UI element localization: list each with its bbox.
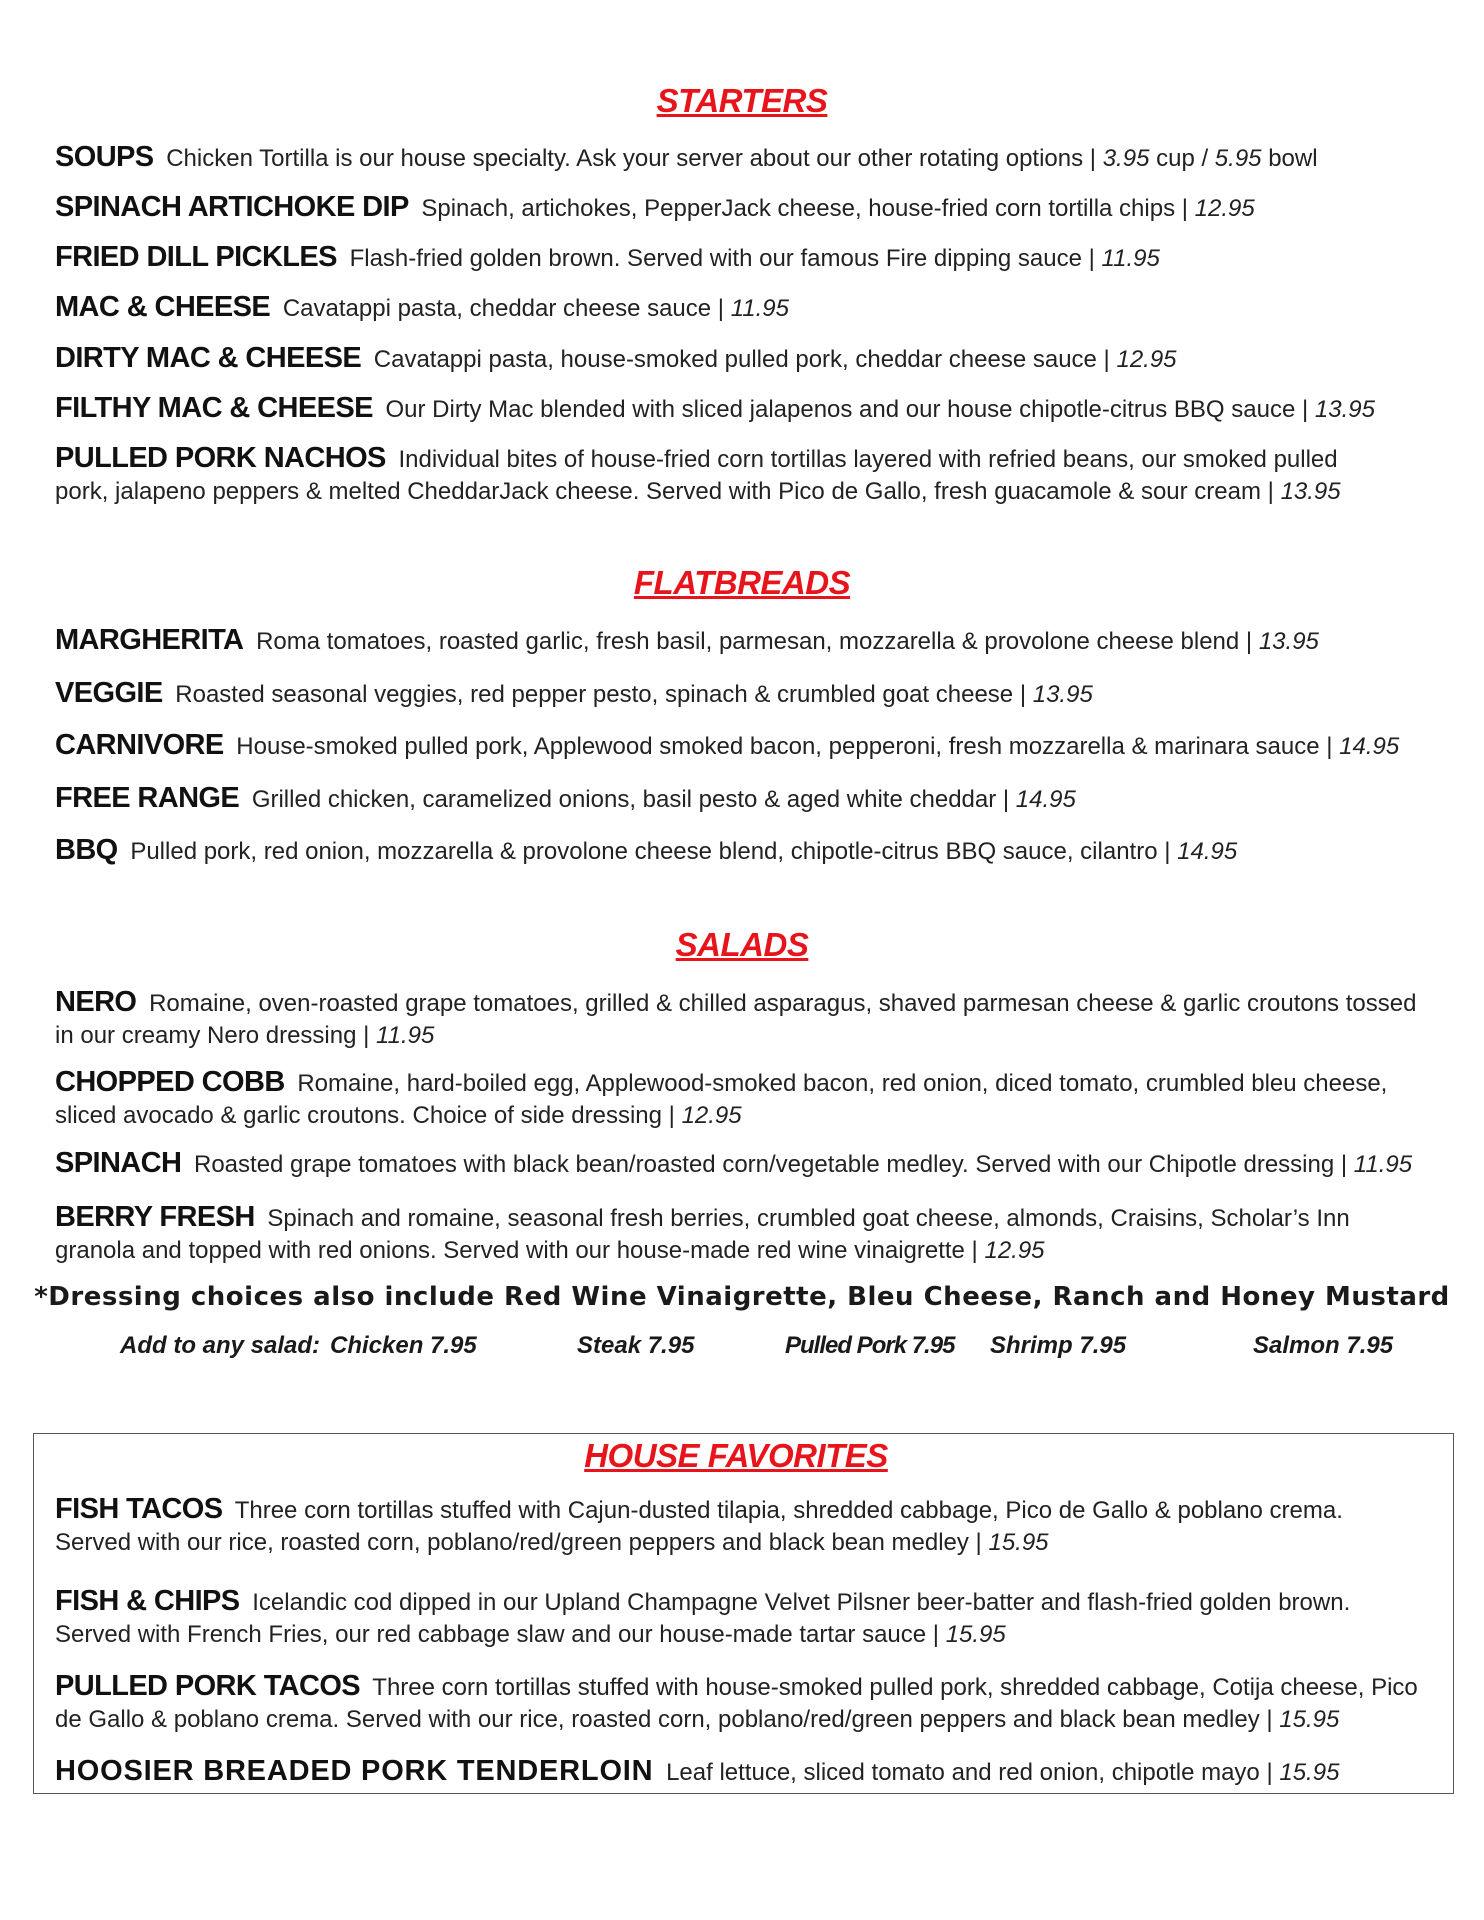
menu-item-fish-tacos bbox=[55, 1493, 1425, 1559]
salads-heading-wrap bbox=[0, 926, 1484, 964]
item-desc: Roma tomatoes, roasted garlic, fresh basil, parmesan, mozzarella & provolone cheese blend | bbox=[256, 628, 1253, 655]
menu-item-free-range bbox=[55, 782, 1445, 816]
house-favorites-heading-wrap bbox=[0, 1437, 1484, 1475]
item-desc: Romaine, oven-roasted grape tomatoes, grilled & chilled asparagus, shaved parmesan cheese & garlic croutons tossed in our creamy Nero dressing | bbox=[55, 990, 1417, 1049]
item-name: FILTHY MAC & CHEESE bbox=[55, 392, 373, 424]
item-desc: Roasted grape tomatoes with black bean/roasted corn/vegetable medley. Served with our Chipotle dressing | bbox=[194, 1151, 1348, 1178]
item-price: 15.95 bbox=[945, 1621, 1006, 1648]
item-name: FREE RANGE bbox=[55, 782, 240, 814]
item-desc: Icelandic cod dipped in our Upland Champagne Velvet Pilsner beer-batter and flash-fried golden brown. Served with French Fries, our red cabbage slaw and our house-made tartar sauce | bbox=[55, 1589, 1351, 1648]
addon-steak: Steak 7.95 bbox=[577, 1332, 695, 1359]
item-desc: Three corn tortillas stuffed with Cajun-dusted tilapia, shredded cabbage, Pico de Gallo & poblano crema. Served with our rice, roasted corn, poblano/red/green peppers and black bean medley | bbox=[55, 1497, 1343, 1556]
item-name: NERO bbox=[55, 986, 137, 1018]
item-name: CHOPPED COBB bbox=[55, 1066, 285, 1098]
menu-item-hoosier-breaded-pork-tenderloin bbox=[55, 1755, 1445, 1789]
menu-item-margherita bbox=[55, 624, 1445, 658]
item-desc: Our Dirty Mac blended with sliced jalapenos and our house chipotle-citrus BBQ sauce | bbox=[385, 396, 1309, 423]
item-price: 14.95 bbox=[1015, 786, 1076, 813]
dressing-note: *Dressing choices also include Red Wine Vinaigrette, Bleu Cheese, Ranch and Honey Mustard bbox=[34, 1282, 1450, 1312]
item-desc: Pulled pork, red onion, mozzarella & provolone cheese blend, chipotle-citrus BBQ sauce, cilantro | bbox=[130, 838, 1171, 865]
item-price: 15.95 bbox=[1279, 1759, 1340, 1786]
item-price: 11.95 bbox=[1101, 245, 1160, 272]
menu-item-dirty-mac-and-cheese bbox=[55, 342, 1445, 376]
item-name: BERRY FRESH bbox=[55, 1201, 255, 1233]
menu-item-nero bbox=[55, 986, 1425, 1052]
item-desc: Spinach and romaine, seasonal fresh berries, crumbled goat cheese, almonds, Craisins, Scholar’s Inn granola and topped with red onions. Served with our house-made red wine vinaigrette | bbox=[55, 1205, 1350, 1264]
item-name: MARGHERITA bbox=[55, 624, 244, 656]
flatbreads-heading-wrap bbox=[0, 564, 1484, 602]
item-desc: Roasted seasonal veggies, red pepper pesto, spinach & crumbled goat cheese | bbox=[175, 681, 1027, 708]
item-price-unit-2: bowl bbox=[1268, 145, 1318, 172]
addon-shrimp: Shrimp 7.95 bbox=[990, 1332, 1127, 1359]
menu-item-pulled-pork-tacos bbox=[55, 1670, 1435, 1736]
item-desc: Chicken Tortilla is our house specialty. Ask your server about our other rotating options | bbox=[166, 145, 1097, 172]
item-name: BBQ bbox=[55, 834, 118, 866]
menu-item-filthy-mac-and-cheese bbox=[55, 392, 1445, 426]
house-favorites-heading: HOUSE FAVORITES bbox=[584, 1437, 888, 1474]
item-name: MAC & CHEESE bbox=[55, 291, 271, 323]
menu-item-spinach-artichoke-dip bbox=[55, 191, 1445, 225]
item-price-2: 5.95 bbox=[1214, 145, 1262, 172]
item-price: 13.95 bbox=[1032, 681, 1093, 708]
starters-heading: STARTERS bbox=[656, 82, 828, 119]
menu-item-soups bbox=[55, 141, 1445, 175]
menu-item-berry-fresh bbox=[55, 1201, 1425, 1267]
addon-pulled-pork: Pulled Pork 7.95 bbox=[785, 1332, 955, 1359]
item-desc: Cavatappi pasta, cheddar cheese sauce | bbox=[282, 295, 725, 322]
starters-heading-wrap bbox=[0, 82, 1484, 120]
item-price-unit: cup / bbox=[1156, 145, 1209, 172]
item-name: FISH & CHIPS bbox=[55, 1585, 240, 1617]
menu-item-mac-and-cheese bbox=[55, 291, 1445, 325]
item-desc: Individual bites of house-fried corn tortillas layered with refried beans, our smoked pulled pork, jalapeno peppers & melted CheddarJack cheese. Served with Pico de Gallo, fresh guacamole & sour cream | bbox=[55, 446, 1338, 505]
menu-item-veggie bbox=[55, 677, 1445, 711]
item-price: 3.95 bbox=[1102, 145, 1150, 172]
salads-heading: SALADS bbox=[675, 926, 809, 963]
item-name: PULLED PORK TACOS bbox=[55, 1670, 361, 1702]
item-name: VEGGIE bbox=[55, 677, 163, 709]
item-name: FISH TACOS bbox=[55, 1493, 223, 1525]
item-name: HOOSIER BREADED PORK TENDERLOIN bbox=[55, 1755, 654, 1787]
item-desc: Romaine, hard-boiled egg, Applewood-smoked bacon, red onion, diced tomato, crumbled bleu cheese, sliced avocado & garlic croutons. Choice of side dressing | bbox=[55, 1070, 1388, 1129]
item-price: 11.95 bbox=[1353, 1151, 1413, 1178]
item-desc: Three corn tortillas stuffed with house-smoked pulled pork, shredded cabbage, Cotija cheese, Pico de Gallo & poblano crema. Served with our rice, roasted corn, poblano/red/green peppers and black bean medley | bbox=[55, 1674, 1418, 1733]
item-desc: House-smoked pulled pork, Applewood smoked bacon, pepperoni, fresh mozzarella & marinara sauce | bbox=[236, 733, 1333, 760]
menu-item-spinach bbox=[55, 1147, 1445, 1181]
item-desc: Grilled chicken, caramelized onions, basil pesto & aged white cheddar | bbox=[251, 786, 1010, 813]
item-desc: Leaf lettuce, sliced tomato and red onion, chipotle mayo | bbox=[666, 1759, 1273, 1786]
item-name: DIRTY MAC & CHEESE bbox=[55, 342, 362, 374]
item-price: 12.95 bbox=[984, 1237, 1045, 1264]
item-price: 13.95 bbox=[1280, 478, 1341, 505]
item-price: 13.95 bbox=[1314, 396, 1375, 423]
addons-label: Add to any salad: bbox=[120, 1332, 321, 1359]
item-desc: Cavatappi pasta, house-smoked pulled pork, cheddar cheese sauce | bbox=[373, 346, 1110, 373]
item-price: 11.95 bbox=[730, 295, 789, 322]
item-desc: Flash-fried golden brown. Served with our famous Fire dipping sauce | bbox=[349, 245, 1095, 272]
item-price: 13.95 bbox=[1258, 628, 1319, 655]
item-name: FRIED DILL PICKLES bbox=[55, 241, 337, 273]
item-name: SOUPS bbox=[55, 141, 154, 173]
menu-item-pulled-pork-nachos bbox=[55, 442, 1385, 508]
addon-chicken: Chicken 7.95 bbox=[330, 1332, 477, 1359]
menu-item-chopped-cobb bbox=[55, 1066, 1425, 1132]
item-price: 15.95 bbox=[1279, 1706, 1340, 1733]
item-price: 11.95 bbox=[376, 1022, 435, 1049]
addon-salmon: Salmon 7.95 bbox=[1253, 1332, 1394, 1359]
item-price: 15.95 bbox=[988, 1529, 1049, 1556]
menu-item-carnivore bbox=[55, 729, 1445, 763]
item-name: CARNIVORE bbox=[55, 729, 224, 761]
menu-item-fried-dill-pickles bbox=[55, 241, 1445, 275]
flatbreads-heading: FLATBREADS bbox=[633, 564, 851, 601]
item-price: 14.95 bbox=[1177, 838, 1238, 865]
menu-item-bbq bbox=[55, 834, 1445, 868]
item-price: 12.95 bbox=[1194, 195, 1255, 222]
item-price: 14.95 bbox=[1339, 733, 1400, 760]
item-price: 12.95 bbox=[681, 1102, 742, 1129]
item-price: 12.95 bbox=[1116, 346, 1177, 373]
item-name: PULLED PORK NACHOS bbox=[55, 442, 386, 474]
menu-item-fish-and-chips bbox=[55, 1585, 1425, 1651]
item-desc: Spinach, artichokes, PepperJack cheese, house-fried corn tortilla chips | bbox=[421, 195, 1188, 222]
item-name: SPINACH bbox=[55, 1147, 182, 1179]
item-name: SPINACH ARTICHOKE DIP bbox=[55, 191, 409, 223]
